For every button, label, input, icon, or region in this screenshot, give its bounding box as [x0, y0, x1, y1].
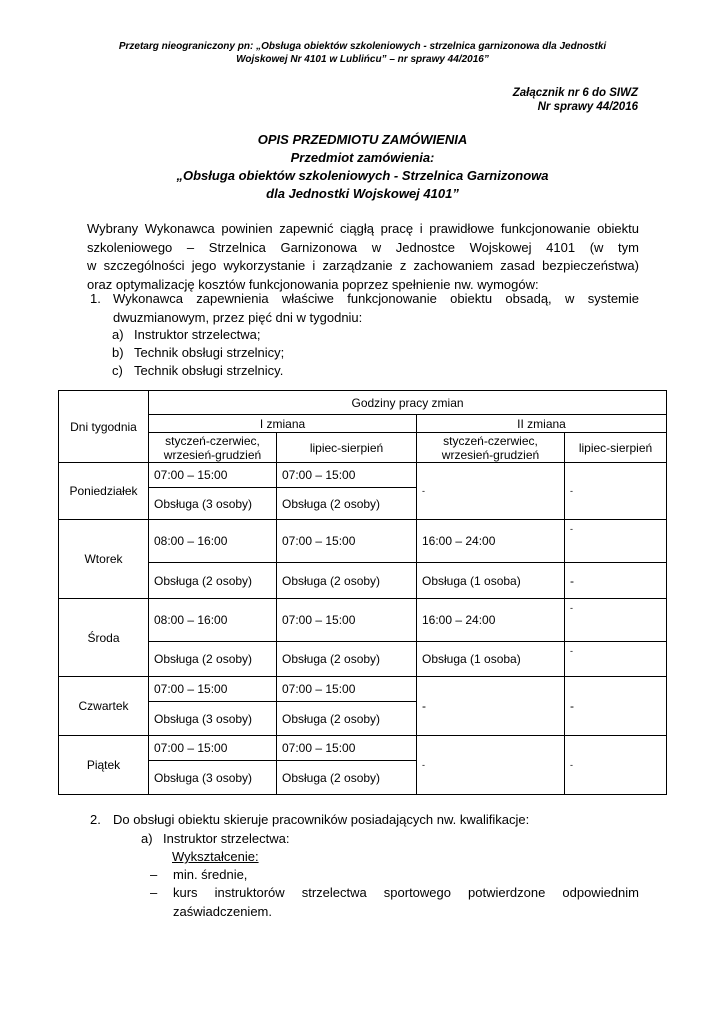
bullet-2-line1: kurs instruktorów strzelectwa sportowego potwierdzone odpowiednim — [173, 885, 639, 900]
tender-header-line2: Wojskowej Nr 4101 w Lublińcu” – nr sprawy 44/2016” — [236, 54, 489, 65]
table-cell: - — [565, 563, 667, 599]
table-cell: - — [565, 520, 667, 563]
bullet-dash: – — [150, 885, 158, 900]
table-cell: - — [565, 736, 667, 795]
staff-item-c — [112, 362, 283, 381]
table-cell: 07:00 – 15:00 — [277, 677, 417, 702]
title-line4: dla Jednostki Wojskowej 4101” — [266, 186, 459, 201]
table-cell: - — [565, 642, 667, 677]
table-cell: - — [565, 677, 667, 736]
table-cell: Obsługa (1 osoba) — [417, 563, 565, 599]
qualification-a-text: Instruktor strzelectwa: — [163, 831, 290, 846]
day-thursday: Czwartek — [59, 677, 149, 736]
table-cell: Obsługa (2 osoby) — [149, 642, 277, 677]
day-wednesday: Środa — [59, 599, 149, 677]
table-cell: 08:00 – 16:00 — [149, 599, 277, 642]
staff-item-b-text: Technik obsługi strzelnicy; — [134, 345, 285, 360]
staff-item-a-letter: a) — [112, 327, 124, 342]
tender-header — [60, 40, 665, 66]
table-cell: 08:00 – 16:00 — [149, 520, 277, 563]
annex-number: Załącznik nr 6 do SIWZ — [512, 87, 638, 99]
staff-item-b — [112, 344, 284, 363]
qualification-a — [141, 830, 289, 849]
table-cell: Obsługa (2 osoby) — [277, 563, 417, 599]
intro-line2: szkoleniowego – Strzelnica Garnizonowa w Jednostce Wojskowej 4101 (w tym — [87, 239, 639, 255]
requirement-1-text — [113, 290, 639, 327]
table-cell: Obsługa (1 osoba) — [417, 642, 565, 677]
title-line3: „Obsługa obiektów szkoleniowych - Strzelnica Garnizonowa — [176, 168, 549, 183]
shift2-period-b: lipiec-sierpień — [565, 433, 667, 463]
day-monday: Poniedziałek — [59, 463, 149, 520]
table-cell: 07:00 – 15:00 — [277, 736, 417, 761]
bullet-2-text — [173, 884, 639, 921]
intro-paragraph — [87, 220, 639, 294]
intro-line1: Wybrany Wykonawca powinien zapewnić ciągłą pracę i prawidłowe funkcjonowanie obiektu — [87, 221, 639, 236]
table-cell: Obsługa (2 osoby) — [277, 488, 417, 520]
bullet-1-text: min. średnie, — [173, 867, 248, 882]
shift-schedule-table — [58, 390, 667, 795]
shift2-period-a: styczeń-czerwiec, wrzesień-grudzień — [417, 433, 565, 463]
requirement-1-line1: Wykonawca zapewnienia właściwe funkcjonowanie obiektu obsadą, w systemie — [113, 291, 639, 306]
table-cell: 07:00 – 15:00 — [149, 736, 277, 761]
table-cell: Obsługa (3 osoby) — [149, 702, 277, 736]
table-cell: - — [417, 736, 565, 795]
staff-item-a — [112, 326, 260, 345]
table-cell: Obsługa (2 osoby) — [277, 761, 417, 795]
table-cell: Obsługa (2 osoby) — [277, 642, 417, 677]
requirement-1-line2: dwuzmianowym, przez pięć dni w tygodniu: — [113, 309, 363, 325]
shift1-period-b: lipiec-sierpień — [277, 433, 417, 463]
table-cell: Obsługa (3 osoby) — [149, 761, 277, 795]
requirement-2-number: 2. — [90, 812, 101, 827]
table-cell: Obsługa (3 osoby) — [149, 488, 277, 520]
table-cell: - — [565, 599, 667, 642]
annex-reference — [513, 86, 638, 114]
table-cell: - — [417, 463, 565, 520]
table-cell: 07:00 – 15:00 — [277, 520, 417, 563]
shift1-header: I zmiana — [149, 415, 417, 433]
requirement-1-number: 1. — [90, 291, 101, 306]
day-tuesday: Wtorek — [59, 520, 149, 599]
table-cell: Obsługa (2 osoby) — [277, 702, 417, 736]
table-cell: 07:00 – 15:00 — [149, 677, 277, 702]
education-label: Wykształcenie: — [172, 849, 259, 864]
requirement-2-text: Do obsługi obiektu skieruje pracowników posiadających nw. kwalifikacje: — [113, 812, 530, 827]
hours-header: Godziny pracy zmian — [149, 391, 667, 415]
table-cell: 07:00 – 15:00 — [277, 463, 417, 488]
document-title — [60, 131, 665, 203]
tender-header-line1: Przetarg nieograniczony pn: „Obsługa obiektów szkoleniowych - strzelnica garnizonowa dla Jednostki — [118, 41, 607, 52]
table-cell: 16:00 – 24:00 — [417, 599, 565, 642]
bullet-2-line2: zaświadczeniem. — [173, 903, 272, 919]
table-cell: 07:00 – 15:00 — [277, 599, 417, 642]
table-cell: Obsługa (2 osoby) — [149, 563, 277, 599]
title-line2: Przedmiot zamówienia: — [290, 150, 435, 165]
staff-item-a-text: Instruktor strzelectwa; — [134, 327, 261, 342]
staff-item-c-letter: c) — [112, 363, 123, 378]
title-line1: OPIS PRZEDMIOTU ZAMÓWIENIA — [257, 132, 468, 147]
table-cell: 16:00 – 24:00 — [417, 520, 565, 563]
intro-line4: oraz optymalizację kosztów funkcjonowania poprzez spełnienie nw. wymogów: — [87, 276, 539, 292]
days-header: Dni tygodnia — [59, 391, 149, 463]
day-friday: Piątek — [59, 736, 149, 795]
bullet-dash: – — [150, 867, 158, 882]
staff-item-b-letter: b) — [112, 345, 124, 360]
intro-line3: w szczególności jego wykorzystanie i zarządzanie z zachowaniem zasad bezpieczeństwa) — [87, 258, 639, 273]
table-cell: - — [417, 677, 565, 736]
shift2-header: II zmiana — [417, 415, 667, 433]
table-cell: - — [565, 463, 667, 520]
table-cell: 07:00 – 15:00 — [149, 463, 277, 488]
staff-item-c-text: Technik obsługi strzelnicy. — [134, 363, 284, 378]
case-number: Nr sprawy 44/2016 — [537, 101, 638, 113]
shift1-period-a: styczeń-czerwiec, wrzesień-grudzień — [149, 433, 277, 463]
qualification-a-letter: a) — [141, 831, 153, 846]
